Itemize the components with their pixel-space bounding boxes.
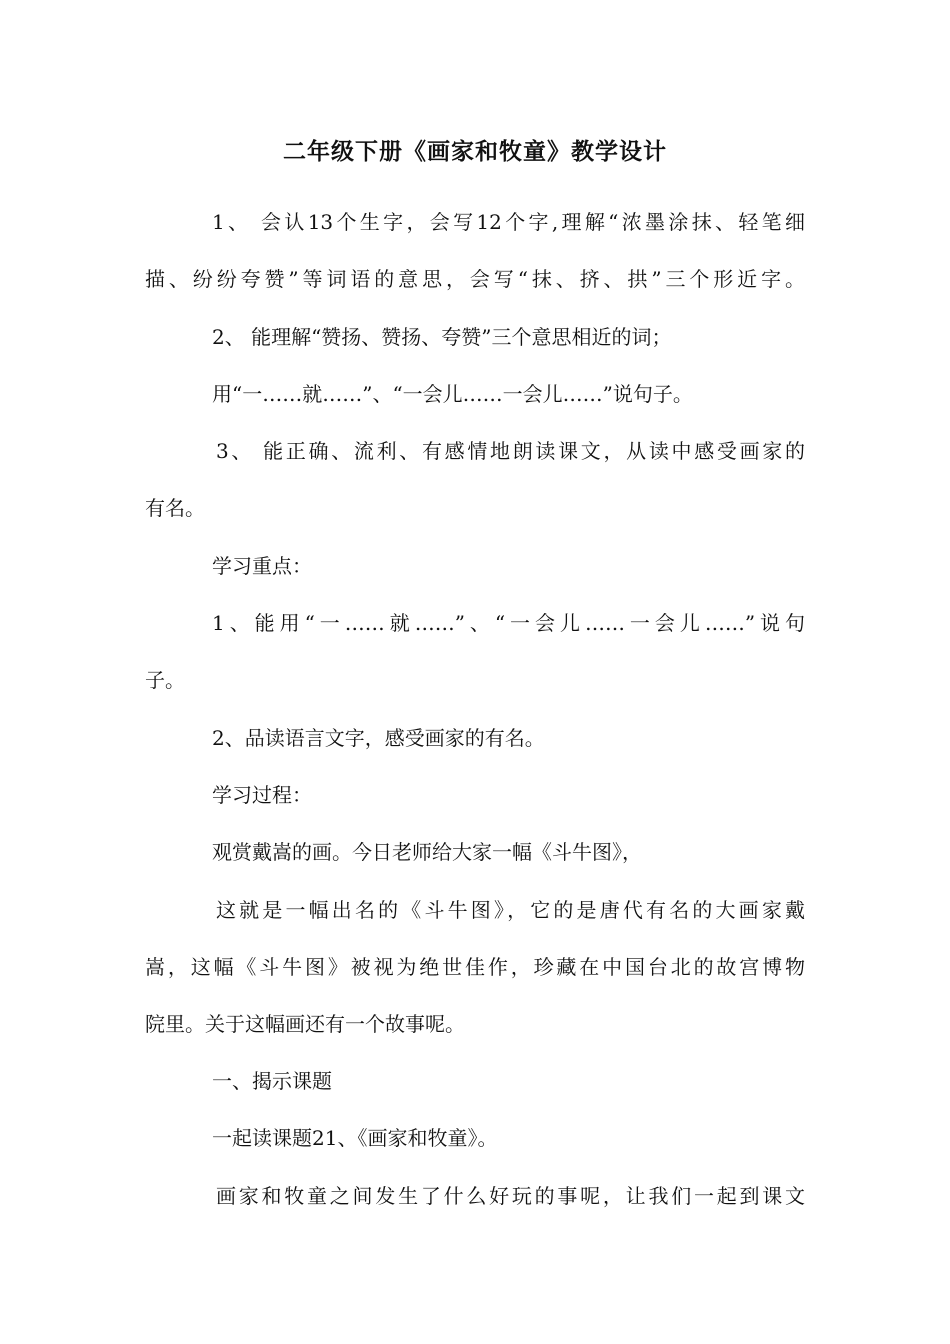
key-points-heading: 学习重点： xyxy=(212,554,312,578)
section-1-paragraph-2: 画家和牧童之间发生了什么好玩的事呢，让我们一起到课文 xyxy=(216,1184,805,1208)
objective-2-line-2: 用“一……就……”、“一会儿……一会儿……”说句子。 xyxy=(212,382,693,406)
objective-1-line-1: 1、 会认13个生字，会写12个字,理解“浓墨涂抹、轻笔细 xyxy=(212,210,805,234)
objective-3-line-2: 有名。 xyxy=(145,496,205,520)
process-paragraph-2-line-1: 这就是一幅出名的《斗牛图》，它的是唐代有名的大画家戴 xyxy=(216,898,805,922)
key-point-2: 2、品读语言文字，感受画家的有名。 xyxy=(212,726,545,750)
section-1-heading: 一、揭示课题 xyxy=(212,1069,332,1093)
objective-1-line-2: 描、纷纷夸赞”等词语的意思，会写“抹、挤、拱”三个形近字。 xyxy=(145,267,805,291)
document-title: 二年级下册《画家和牧童》教学设计 xyxy=(283,138,667,165)
objective-3-line-1: 3、 能正确、流利、有感情地朗读课文，从读中感受画家的 xyxy=(216,439,805,463)
key-point-1-line-2: 子。 xyxy=(145,668,185,692)
objective-2-line-1: 2、 能理解“赞扬、赞扬、夸赞”三个意思相近的词； xyxy=(212,325,672,349)
process-heading: 学习过程： xyxy=(212,783,312,807)
section-1-paragraph-1: 一起读课题21、《画家和牧童》。 xyxy=(212,1126,498,1150)
process-paragraph-1: 观赏戴嵩的画。今日老师给大家一幅《斗牛图》， xyxy=(212,840,642,864)
process-paragraph-2-line-2: 嵩，这幅《斗牛图》被视为绝世佳作，珍藏在中国台北的故宫博物 xyxy=(145,955,805,979)
key-point-1-line-1: 1、能用“一……就……”、“一会儿……一会儿……”说句 xyxy=(212,611,805,635)
process-paragraph-2-line-3: 院里。关于这幅画还有一个故事呢。 xyxy=(145,1012,465,1036)
